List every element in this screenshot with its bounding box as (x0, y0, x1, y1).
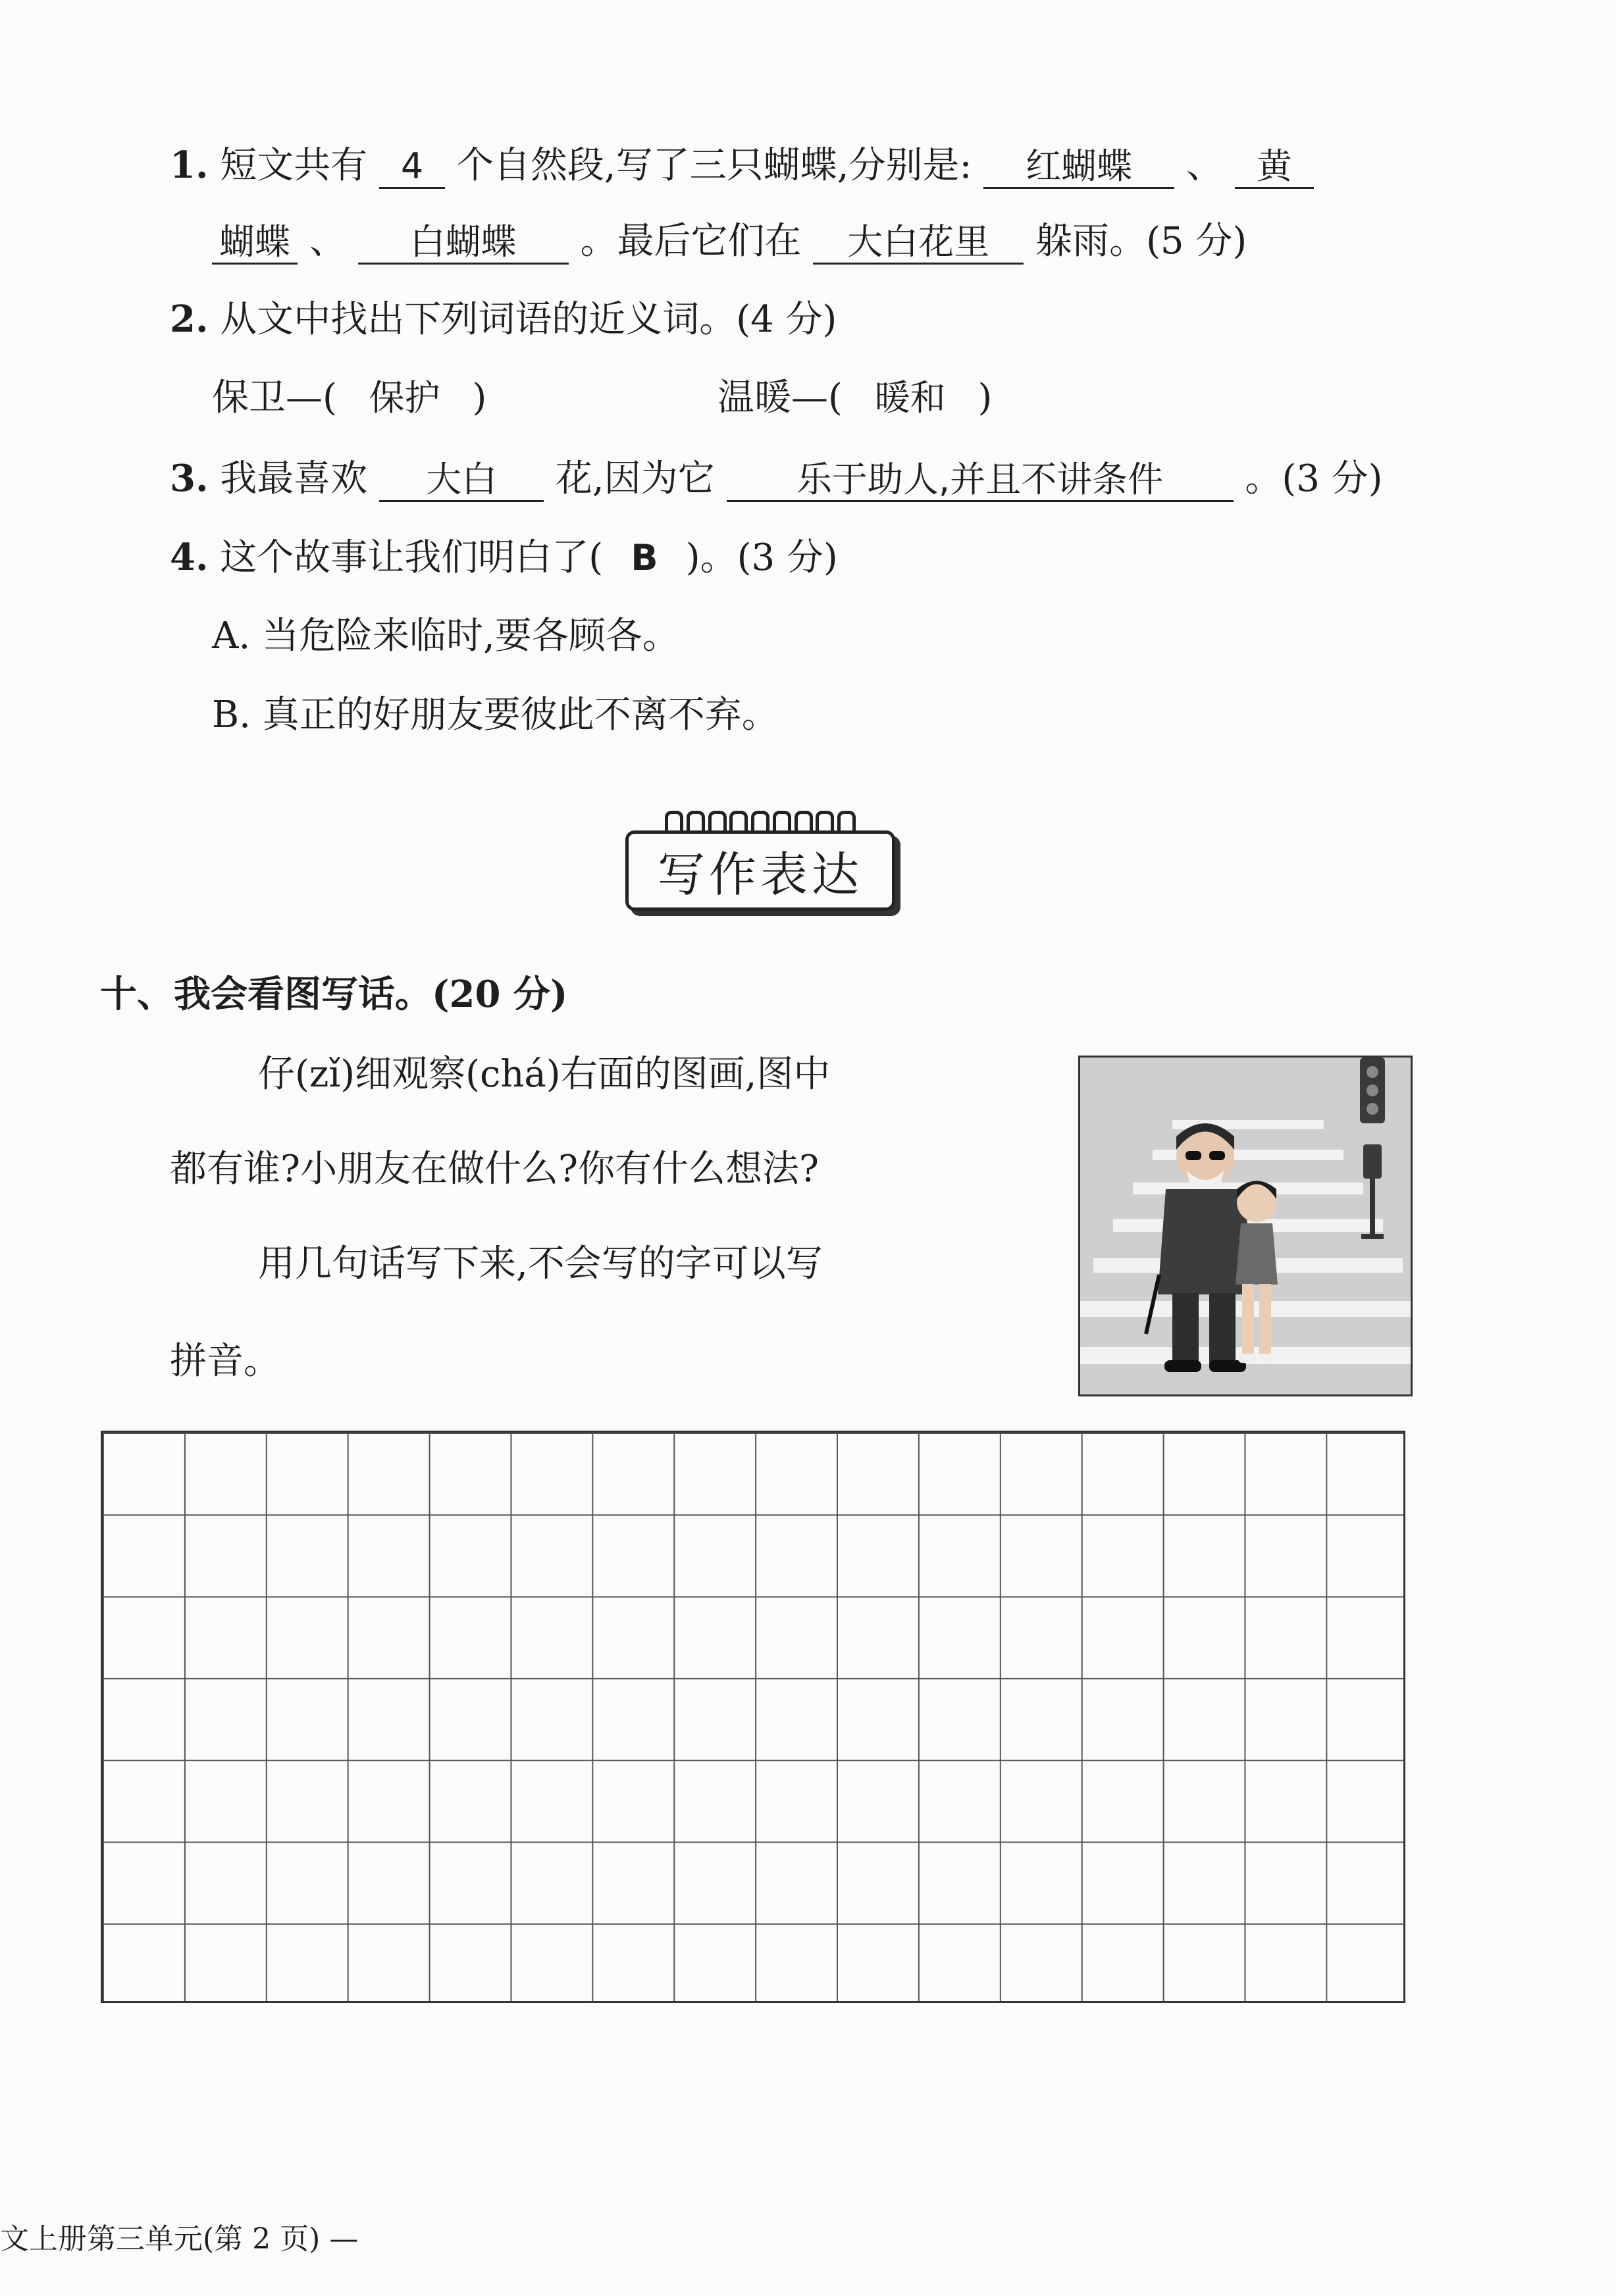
q10-title: 十、我会看图写话。(20 分) (100, 973, 568, 1016)
q4-option-b: B. 真正的好朋友要彼此不离不弃。 (212, 694, 779, 736)
q4-text1: 这个故事让我们明白了( (220, 536, 604, 579)
q2-number: 2. (170, 297, 209, 341)
q2-left-answer: 保护 (369, 377, 440, 419)
q3-text1: 我最喜欢 (220, 457, 368, 500)
q1-text3: 、 (1186, 144, 1223, 187)
q2-right-word: 温暖—( (717, 376, 843, 419)
q10-paragraph-1: 仔(zǐ)细观察(chá)右面的图画,图中 (258, 1053, 831, 1096)
q1-answer-red: 红蝴蝶 (983, 143, 1174, 189)
crosswalk-picture (1078, 1056, 1413, 1396)
q4-option-a: A. 当危险来临时,要各顾各。 (212, 615, 679, 657)
q2-text: 从文中找出下列词语的近义词。(4 分) (220, 298, 837, 341)
q1-answer-white: 白蝴蝶 (358, 219, 569, 265)
q1-answer-yellow-1: 黄 (1235, 143, 1314, 189)
q1-text2: 个自然段,写了三只蝴蝶,分别是: (456, 144, 972, 187)
q10-paragraph-2: 都有谁?小朋友在做什么?你有什么想法? (170, 1148, 820, 1190)
q1-answer-flower: 大白花里 (813, 219, 1024, 265)
q1-number: 1. (170, 143, 209, 187)
q3-answer-reason: 乐于助人,并且不讲条件 (727, 457, 1234, 502)
q4-text2: )。(3 分) (685, 536, 838, 579)
q1-answer-yellow-2: 蝴蝶 (212, 219, 298, 265)
q2-left-close: ) (472, 376, 487, 419)
q10-paragraph-3: 用几句话写下来,不会写的字可以写 (258, 1242, 823, 1285)
page-footer: 文上册第三单元(第 2 页) — (0, 2222, 359, 2256)
q2-right-pair (717, 375, 992, 421)
writing-grid[interactable] (101, 1431, 1405, 2003)
q2-right-answer: 暖和 (874, 377, 946, 419)
q2-right-close: ) (977, 376, 993, 419)
q1-line1 (170, 142, 1314, 189)
q1-text6: 躲雨。(5 分) (1035, 220, 1247, 263)
q1-text4: 、 (309, 220, 346, 263)
q1-line2 (212, 218, 1247, 265)
q4-answer: B (631, 537, 658, 578)
q10-paragraph-4: 拼音。 (170, 1340, 280, 1383)
q3-line (170, 455, 1382, 502)
section-badge: 写作表达 (625, 830, 895, 911)
q3-text3: 。(3 分) (1245, 457, 1383, 500)
q2-left-word: 保卫—( (212, 376, 337, 419)
q3-answer-flower: 大白 (379, 457, 544, 502)
crosswalk-illustration (1080, 1058, 1411, 1394)
q1-answer-paragraphs: 4 (379, 143, 445, 189)
q3-number: 3. (170, 457, 209, 500)
q3-text2: 花,因为它 (555, 457, 715, 500)
q4-line (170, 534, 838, 581)
q4-number: 4. (170, 536, 209, 579)
q2-left-pair (212, 375, 486, 421)
q1-text1: 短文共有 (220, 144, 368, 187)
q2-line (170, 296, 837, 343)
q1-text5: 。最后它们在 (580, 220, 802, 263)
